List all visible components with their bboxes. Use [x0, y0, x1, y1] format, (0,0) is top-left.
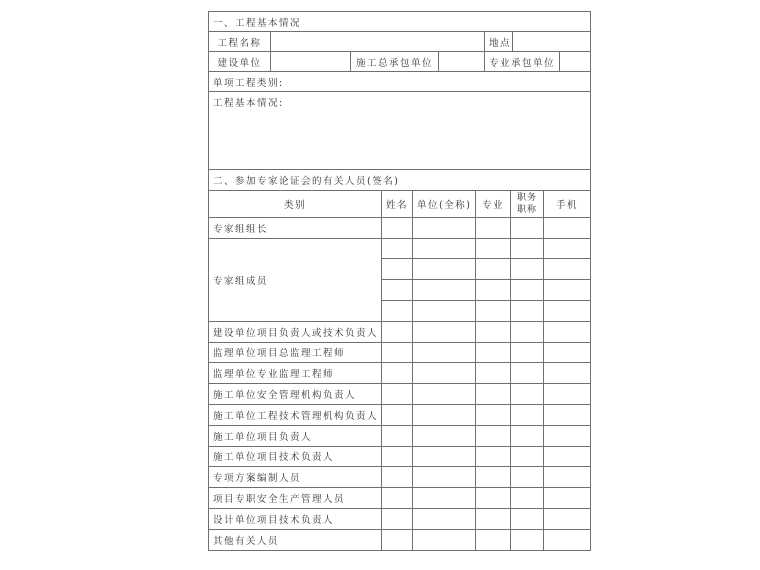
title-cell[interactable]: [511, 467, 544, 488]
specialty-cell[interactable]: [476, 300, 511, 321]
phone-cell[interactable]: [544, 280, 591, 301]
unit-cell[interactable]: [413, 467, 476, 488]
location-field[interactable]: [513, 32, 591, 52]
specialty-cell[interactable]: [476, 321, 511, 342]
specialty-cell[interactable]: [476, 384, 511, 405]
row-label: 施工单位项目负责人: [209, 425, 382, 446]
specialty-cell[interactable]: [476, 467, 511, 488]
title-cell[interactable]: [511, 217, 544, 238]
specialty-cell[interactable]: [476, 508, 511, 529]
specialty-cell[interactable]: [476, 529, 511, 550]
name-cell[interactable]: [382, 404, 413, 425]
header-title: [511, 190, 544, 217]
phone-cell[interactable]: [544, 384, 591, 405]
name-cell[interactable]: [382, 384, 413, 405]
header-category: 类别: [209, 190, 382, 217]
title-cell[interactable]: [511, 508, 544, 529]
header-unit: 单位(全称): [413, 190, 476, 217]
unit-cell[interactable]: [413, 280, 476, 301]
specialty-cell[interactable]: [476, 425, 511, 446]
table-row: [209, 404, 591, 425]
table-row: [209, 342, 591, 363]
row-label: 设计单位项目技术负责人: [209, 508, 382, 529]
phone-cell[interactable]: [544, 217, 591, 238]
attendees-table: [208, 169, 591, 551]
table-row: [209, 384, 591, 405]
specialty-cell[interactable]: [476, 404, 511, 425]
table-row: [209, 217, 591, 238]
header-phone: 手机: [544, 190, 591, 217]
unit-cell[interactable]: [413, 238, 476, 259]
table-row: [209, 446, 591, 467]
unit-cell[interactable]: [413, 488, 476, 509]
unit-cell[interactable]: [413, 384, 476, 405]
table-row: [209, 529, 591, 550]
specialty-cell[interactable]: [476, 280, 511, 301]
project-name-field[interactable]: [271, 32, 485, 52]
row-label: 施工单位项目技术负责人: [209, 446, 382, 467]
specialty-cell[interactable]: [476, 342, 511, 363]
name-cell[interactable]: [382, 425, 413, 446]
name-cell[interactable]: [382, 217, 413, 238]
phone-cell[interactable]: [544, 300, 591, 321]
phone-cell[interactable]: [544, 467, 591, 488]
phone-cell[interactable]: [544, 508, 591, 529]
unit-cell[interactable]: [413, 425, 476, 446]
header-title-line1: 职务: [516, 192, 537, 203]
section2-title: 二、参加专家论证会的有关人员(签名): [209, 170, 591, 191]
header-title-line2: 职称: [516, 204, 537, 215]
title-cell[interactable]: [511, 280, 544, 301]
unit-cell[interactable]: [413, 217, 476, 238]
row-label: 施工单位工程技术管理机构负责人: [209, 404, 382, 425]
row-label: 专家组成员: [209, 238, 382, 321]
unit-cell[interactable]: [413, 404, 476, 425]
sub-project-category-label[interactable]: 单项工程类别:: [209, 72, 591, 92]
builder-field[interactable]: [271, 52, 351, 72]
table-row: [209, 508, 591, 529]
name-cell[interactable]: [382, 363, 413, 384]
name-cell[interactable]: [382, 300, 413, 321]
specialty-contractor-label: 专业承包单位: [485, 52, 560, 72]
project-name-label: 工程名称: [209, 32, 271, 52]
title-cell[interactable]: [511, 404, 544, 425]
title-cell[interactable]: [511, 300, 544, 321]
unit-cell[interactable]: [413, 529, 476, 550]
name-cell[interactable]: [382, 280, 413, 301]
title-cell[interactable]: [511, 259, 544, 280]
project-info-table: [208, 11, 591, 170]
phone-cell[interactable]: [544, 425, 591, 446]
row-label: 施工单位安全管理机构负责人: [209, 384, 382, 405]
name-cell[interactable]: [382, 529, 413, 550]
project-basic-info-area[interactable]: [209, 92, 591, 170]
name-cell[interactable]: [382, 467, 413, 488]
table-row: [209, 488, 591, 509]
phone-cell[interactable]: [544, 321, 591, 342]
name-cell[interactable]: [382, 508, 413, 529]
general-contractor-label: 施工总承包单位: [351, 52, 439, 72]
table-row: [209, 425, 591, 446]
table-row: [209, 467, 591, 488]
phone-cell[interactable]: [544, 488, 591, 509]
title-cell[interactable]: [511, 384, 544, 405]
title-cell[interactable]: [511, 321, 544, 342]
general-contractor-field[interactable]: [439, 52, 485, 72]
title-cell[interactable]: [511, 529, 544, 550]
unit-cell[interactable]: [413, 259, 476, 280]
phone-cell[interactable]: [544, 342, 591, 363]
unit-cell[interactable]: [413, 300, 476, 321]
title-cell[interactable]: [511, 425, 544, 446]
name-cell[interactable]: [382, 238, 413, 259]
row-label: 专家组组长: [209, 217, 382, 238]
row-label: 监理单位项目总监理工程师: [209, 342, 382, 363]
row-label: 建设单位项目负责人或技术负责人: [209, 321, 382, 342]
section1-title: 一、工程基本情况: [209, 12, 591, 32]
expert-review-form: [208, 11, 590, 551]
title-cell[interactable]: [511, 363, 544, 384]
name-cell[interactable]: [382, 488, 413, 509]
phone-cell[interactable]: [544, 259, 591, 280]
name-cell[interactable]: [382, 342, 413, 363]
phone-cell[interactable]: [544, 363, 591, 384]
name-cell[interactable]: [382, 446, 413, 467]
builder-label: 建设单位: [209, 52, 271, 72]
specialty-cell[interactable]: [476, 259, 511, 280]
table-row: [209, 238, 591, 259]
title-cell[interactable]: [511, 488, 544, 509]
title-cell[interactable]: [511, 446, 544, 467]
name-cell[interactable]: [382, 259, 413, 280]
row-label: 监理单位专业监理工程师: [209, 363, 382, 384]
row-label: 专项方案编制人员: [209, 467, 382, 488]
header-name: 姓名: [382, 190, 413, 217]
row-label: 项目专职安全生产管理人员: [209, 488, 382, 509]
header-specialty: 专业: [476, 190, 511, 217]
specialty-cell[interactable]: [476, 488, 511, 509]
title-cell[interactable]: [511, 342, 544, 363]
phone-cell[interactable]: [544, 404, 591, 425]
location-label: 地点: [485, 32, 513, 52]
specialty-cell[interactable]: [476, 238, 511, 259]
row-label: 其他有关人员: [209, 529, 382, 550]
unit-cell[interactable]: [413, 446, 476, 467]
specialty-cell[interactable]: [476, 363, 511, 384]
table-row: [209, 321, 591, 342]
project-basic-info-label: 工程基本情况:: [213, 98, 284, 109]
unit-cell[interactable]: [413, 342, 476, 363]
specialty-cell[interactable]: [476, 217, 511, 238]
phone-cell[interactable]: [544, 529, 591, 550]
phone-cell[interactable]: [544, 446, 591, 467]
title-cell[interactable]: [511, 238, 544, 259]
phone-cell[interactable]: [544, 238, 591, 259]
table-row: [209, 363, 591, 384]
name-cell[interactable]: [382, 321, 413, 342]
specialty-cell[interactable]: [476, 446, 511, 467]
unit-cell[interactable]: [413, 321, 476, 342]
specialty-contractor-field[interactable]: [560, 52, 591, 72]
unit-cell[interactable]: [413, 363, 476, 384]
unit-cell[interactable]: [413, 508, 476, 529]
